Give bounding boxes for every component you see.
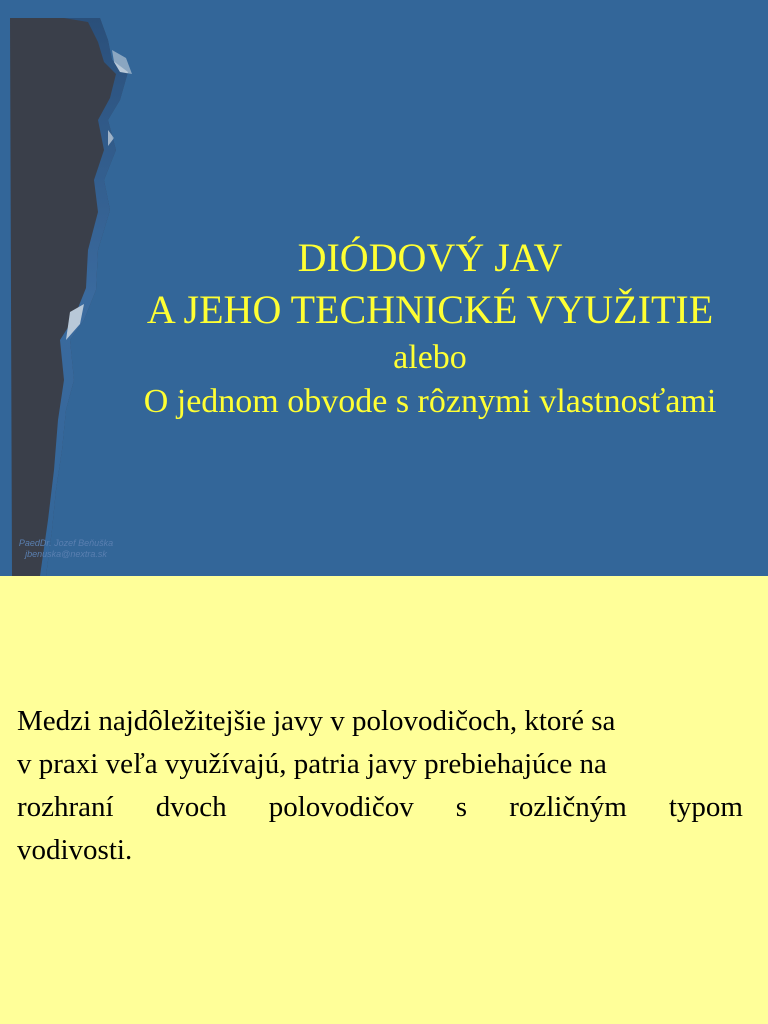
body-line-2: v praxi veľa využívajú, patria javy prebiehajúce na bbox=[17, 748, 607, 780]
author-name: PaedDr. Jozef Beňuška bbox=[18, 538, 114, 548]
subtitle-line-1: alebo bbox=[393, 339, 467, 376]
body-line-4: vodivosti. bbox=[17, 834, 133, 866]
title-line-1: DIÓDOVÝ JAV bbox=[297, 235, 563, 280]
body-line-1: Medzi najdôležitejšie javy v polovodičoch, ktoré sa bbox=[17, 705, 616, 737]
subtitle-line-2: O jednom obvode s rôznymi vlastnosťami bbox=[143, 383, 717, 420]
author-credit bbox=[14, 538, 118, 560]
title-line-2: A JEHO TECHNICKÉ VYUŽITIE bbox=[146, 287, 714, 332]
author-email: jbenuska@nextra.sk bbox=[25, 549, 107, 559]
body-line-3: rozhraní dvoch polovodičov s rozličným typom bbox=[17, 791, 743, 823]
title-block bbox=[100, 232, 760, 424]
body-paragraph bbox=[17, 700, 743, 872]
